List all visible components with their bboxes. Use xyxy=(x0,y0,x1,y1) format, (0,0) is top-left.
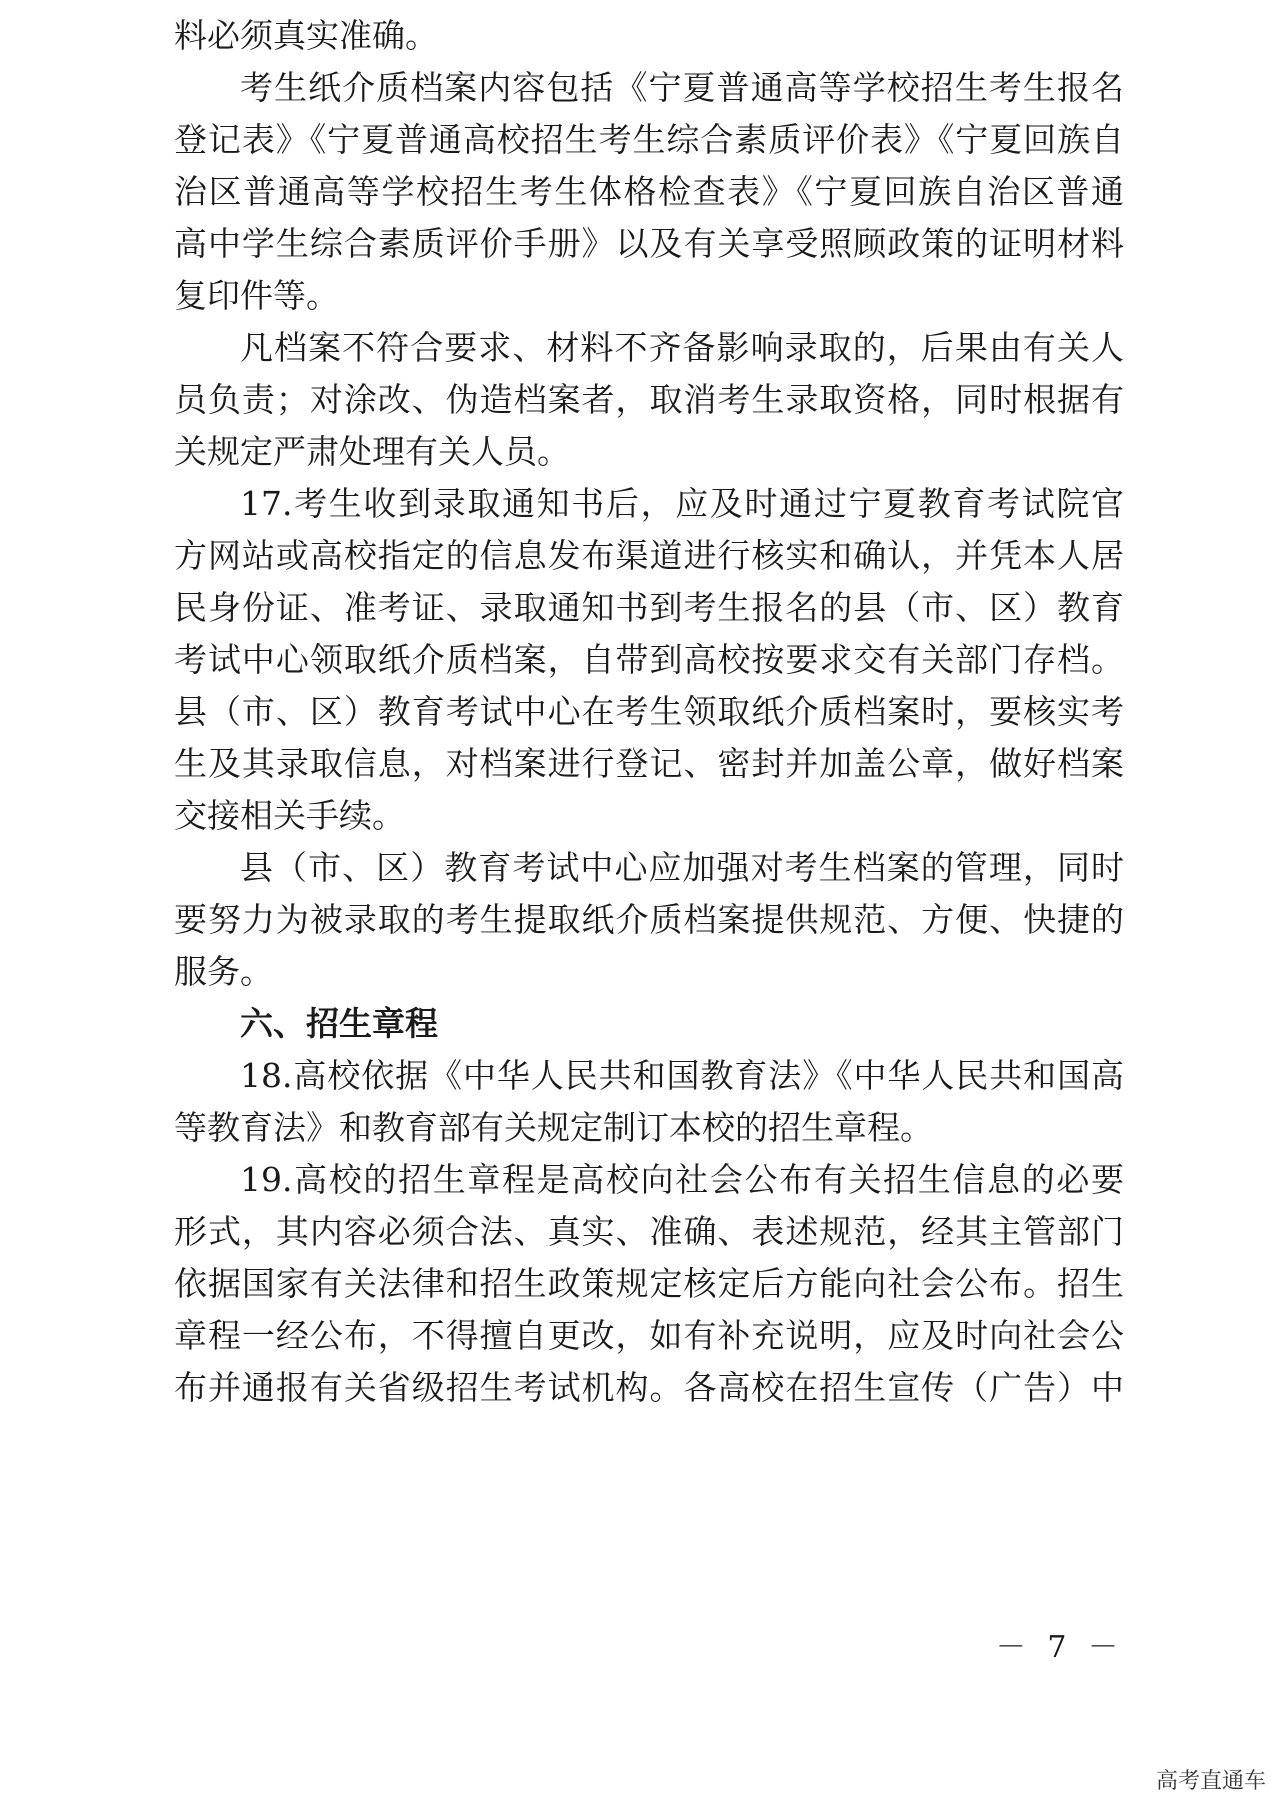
text-line: 形式，其内容必须合法、真实、准确、表述规范，经其主管部门 xyxy=(174,1212,1124,1251)
paragraph-first-line: 19.高校的招生章程是高校向社会公布有关招生信息的必要 xyxy=(240,1160,1124,1199)
text-line: 民身份证、准考证、录取通知书到考生报名的县（市、区）教育 xyxy=(174,588,1124,627)
text-line: 治区普通高等学校招生考生体格检查表》《宁夏回族自治区普通 xyxy=(174,172,1124,211)
text-line: 章程一经公布，不得擅自更改，如有补充说明，应及时向社会公 xyxy=(174,1316,1124,1355)
text-line: 员负责；对涂改、伪造档案者，取消考生录取资格，同时根据有 xyxy=(174,380,1124,419)
paragraph-first-line: 17.考生收到录取通知书后，应及时通过宁夏教育考试院官 xyxy=(240,484,1124,523)
text-line: 服务。 xyxy=(174,952,273,991)
page-number: － 7 － xyxy=(995,1630,1124,1665)
text-line: 依据国家有关法律和招生政策规定核定后方能向社会公布。招生 xyxy=(174,1264,1124,1303)
text-line: 等教育法》和教育部有关规定制订本校的招生章程。 xyxy=(174,1108,933,1147)
text-line: 复印件等。 xyxy=(174,276,339,315)
paragraph-first-line: 凡档案不符合要求、材料不齐备影响录取的，后果由有关人 xyxy=(240,328,1124,367)
text-line: 考试中心领取纸介质档案，自带到高校按要求交有关部门存档。 xyxy=(174,640,1124,679)
text-line: 高中学生综合素质评价手册》以及有关享受照顾政策的证明材料 xyxy=(174,224,1124,263)
paragraph-first-line: 县（市、区）教育考试中心应加强对考生档案的管理，同时 xyxy=(240,848,1124,887)
text-line: 登记表》《宁夏普通高校招生考生综合素质评价表》《宁夏回族自 xyxy=(174,120,1124,159)
paragraph-first-line: 18.高校依据《中华人民共和国教育法》《中华人民共和国高 xyxy=(240,1056,1124,1095)
text-line: 料必须真实准确。 xyxy=(174,16,438,55)
text-line: 方网站或高校指定的信息发布渠道进行核实和确认，并凭本人居 xyxy=(174,536,1124,575)
paragraph-first-line: 考生纸介质档案内容包括《宁夏普通高等学校招生考生报名 xyxy=(240,68,1124,107)
text-line: 县（市、区）教育考试中心在考生领取纸介质档案时，要核实考 xyxy=(174,692,1124,731)
text-line: 要努力为被录取的考生提取纸介质档案提供规范、方便、快捷的 xyxy=(174,900,1124,939)
text-line: 生及其录取信息，对档案进行登记、密封并加盖公章，做好档案 xyxy=(174,744,1124,783)
text-line: 交接相关手续。 xyxy=(174,796,405,835)
text-line: 布并通报有关省级招生考试机构。各高校在招生宣传（广告）中 xyxy=(174,1368,1124,1407)
section-heading: 六、招生章程 xyxy=(240,1004,438,1043)
text-line: 关规定严肃处理有关人员。 xyxy=(174,432,570,471)
watermark: 高考直通车 xyxy=(1155,1769,1266,1794)
